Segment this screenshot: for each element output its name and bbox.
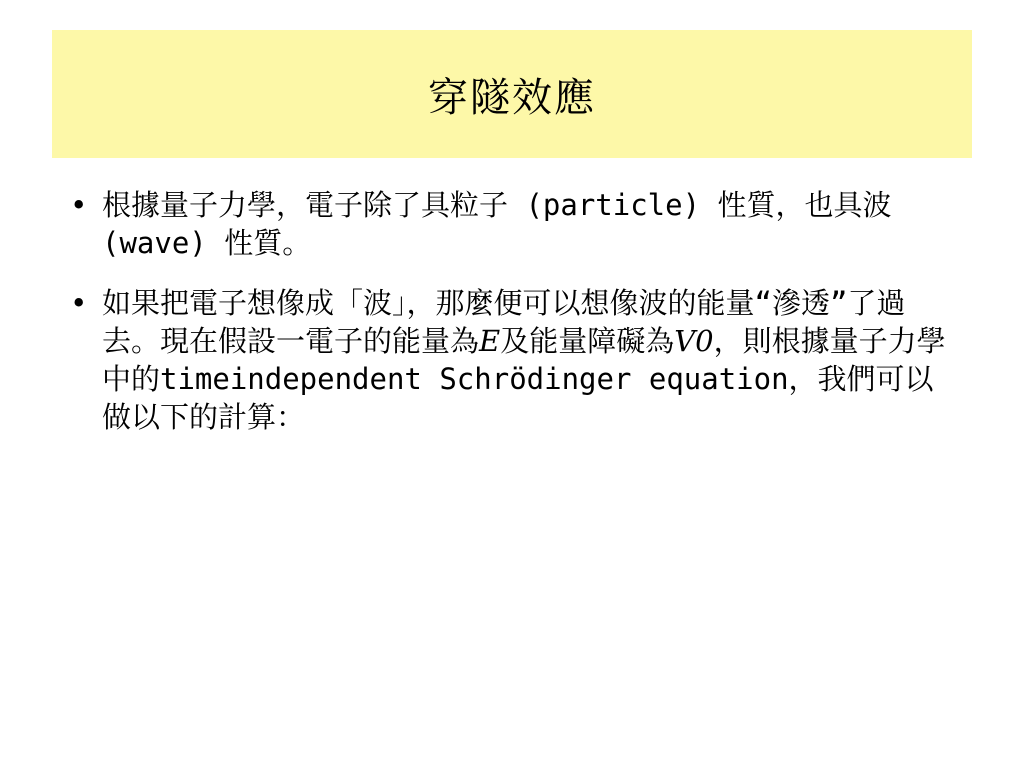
bullet-list: [62, 186, 962, 458]
bullet-text-part-a: 如果把電子想像成「波」，那麼便可以想像波的能量“滲透”了過去。現在假設一電子的能量為: [102, 286, 906, 358]
bullet-item-tunneling: [62, 284, 962, 436]
title-band: [52, 30, 972, 158]
bullet-text-part-b: 及能量障礙為: [500, 324, 675, 358]
bullet-text-part-c: ，則根據量子力學中的timeindependent Schrödinger equation，我們可以做以下的計算：: [102, 324, 946, 434]
bullet-marker: •: [70, 286, 88, 320]
energy-variable: E: [479, 324, 501, 358]
bullet-item-particle-wave: [62, 186, 962, 262]
bullet-text: 根據量子力學，電子除了具粒子 (particle) 性質，也具波 (wave) 性質。: [102, 188, 892, 260]
barrier-variable: V0: [674, 324, 714, 358]
slide-title: 穿隧效應: [428, 74, 596, 121]
bullet-marker: •: [70, 188, 88, 222]
